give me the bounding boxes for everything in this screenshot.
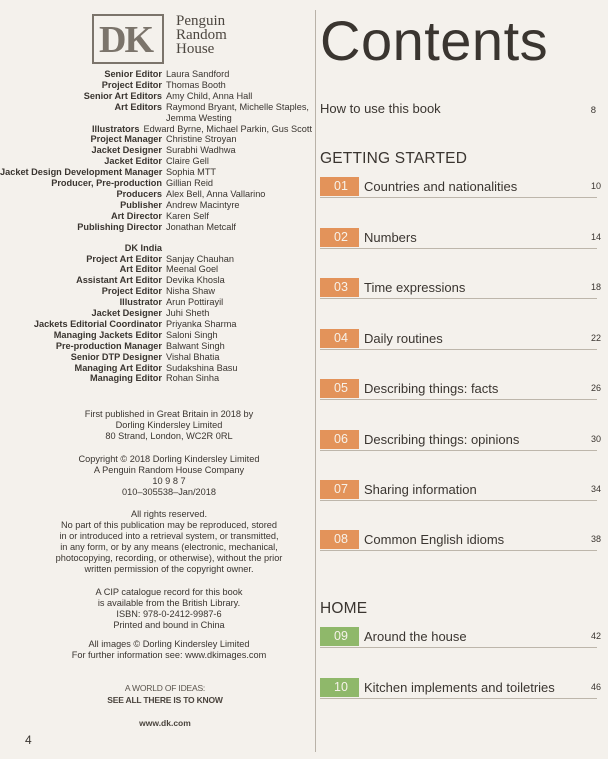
publisher-line: Penguin xyxy=(176,13,226,29)
credit-row xyxy=(0,373,312,384)
credit-name: Arun Pottirayil xyxy=(166,297,224,308)
cip-block xyxy=(44,587,294,631)
credit-role: Producer, Pre-production xyxy=(51,178,162,189)
website-link[interactable]: www.dk.com xyxy=(139,718,191,728)
tagline-line: A WORLD OF IDEAS: xyxy=(124,683,206,693)
contents-entry[interactable] xyxy=(320,177,601,198)
credit-name: Laura Sandford xyxy=(166,69,230,79)
images-block xyxy=(44,639,294,661)
credit-role: Publisher xyxy=(120,199,162,210)
credit-role: Project Art Editor xyxy=(86,253,162,264)
credit-role: Illustrators xyxy=(92,123,140,134)
credit-name: Gillian Reid xyxy=(166,178,213,189)
credit-role: Managing Jackets Editor xyxy=(53,329,162,340)
credit-row xyxy=(0,178,312,189)
dk-india-heading: DK India xyxy=(124,242,162,253)
credit-name: Saloni Singh xyxy=(166,329,218,340)
publication-line: All images © Dorling Kindersley Limited xyxy=(88,639,250,649)
first-published-block xyxy=(44,409,294,442)
copyright-block xyxy=(44,454,294,498)
publication-line: in any form, or by any means (electronic, mechanical, xyxy=(60,541,278,552)
credit-row xyxy=(0,275,312,286)
chapter-page: 46 xyxy=(590,682,601,692)
credits-spacer xyxy=(0,233,312,243)
credit-name: Andrew Macintyre xyxy=(166,199,240,210)
publication-line: 10 9 8 7 xyxy=(152,475,186,486)
credit-name: Sophia MTT xyxy=(166,167,217,178)
publisher-logo xyxy=(92,14,227,64)
contents-column xyxy=(316,0,608,759)
credit-row xyxy=(0,189,312,200)
credit-name: Raymond Bryant, Michelle Staples, xyxy=(166,101,309,112)
publication-line: written permission of the copyright owner. xyxy=(84,563,254,574)
chapter-page: 10 xyxy=(590,181,601,191)
chapter-page: 42 xyxy=(590,631,601,641)
credit-role: Illustrator xyxy=(119,297,162,308)
publication-line: Printed and bound in China xyxy=(113,619,225,630)
publisher-line: House xyxy=(176,41,215,57)
credit-name: Claire Gell xyxy=(166,156,209,167)
credit-role: Senior Editor xyxy=(104,69,162,79)
credit-role: Project Editor xyxy=(101,79,162,90)
chapter-number-tab: 07 xyxy=(320,480,359,499)
chapter-number-tab: 10 xyxy=(320,678,359,697)
credit-row xyxy=(0,341,312,352)
credit-row xyxy=(0,286,312,297)
credit-name: Balwant Singh xyxy=(166,340,225,351)
page-number: 4 xyxy=(25,733,32,747)
section-heading: GETTING STARTED xyxy=(320,150,468,167)
credit-role: Managing Art Editor xyxy=(74,362,162,373)
credit-row xyxy=(0,319,312,330)
tagline-line: SEE ALL THERE IS TO KNOW xyxy=(107,695,223,705)
credit-row xyxy=(0,167,312,178)
credit-name: Meenal Goel xyxy=(166,264,219,275)
credit-role: Art Director xyxy=(110,210,162,221)
contents-entry[interactable] xyxy=(320,627,601,648)
chapter-title: Time expressions xyxy=(364,280,466,295)
chapter-page: 34 xyxy=(590,484,601,494)
credit-name: Juhi Sheth xyxy=(166,308,210,319)
credit-row: Jemma Westing xyxy=(166,112,232,123)
section-heading: HOME xyxy=(320,600,368,617)
publication-line: For further information see: www.dkimages.com xyxy=(71,649,267,660)
credit-role: Project Manager xyxy=(90,134,162,145)
credit-row xyxy=(0,134,312,145)
how-to-entry[interactable] xyxy=(320,101,596,116)
contents-entry[interactable] xyxy=(320,678,601,699)
chapter-title: Daily routines xyxy=(364,331,443,346)
credit-row xyxy=(0,145,312,156)
credit-row xyxy=(0,308,312,319)
credit-name: Karen Self xyxy=(166,210,209,221)
chapter-title: Kitchen implements and toiletries xyxy=(364,680,555,695)
contents-entry[interactable] xyxy=(320,278,601,299)
credit-role: Jacket Editor xyxy=(104,156,162,167)
publication-line: Copyright © 2018 Dorling Kindersley Limited xyxy=(78,454,260,464)
publisher-line: Random xyxy=(176,27,227,43)
contents-entry[interactable] xyxy=(320,329,601,350)
chapter-title: Common English idioms xyxy=(364,532,505,547)
dk-logo-icon xyxy=(92,14,164,64)
chapter-title: Countries and nationalities xyxy=(364,179,518,194)
credit-role: Jacket Designer xyxy=(91,308,162,319)
credit-role: Assistant Art Editor xyxy=(76,275,162,286)
credit-row xyxy=(0,91,312,102)
credit-row xyxy=(0,330,312,341)
page-title: Contents xyxy=(320,9,549,72)
credit-role: Jacket Designer xyxy=(91,145,162,156)
credit-name: Rohan Sinha xyxy=(166,373,220,384)
chapter-title: Describing things: facts xyxy=(364,381,499,396)
chapter-page: 30 xyxy=(590,434,601,444)
chapter-number-tab: 08 xyxy=(320,530,359,549)
chapter-page: 14 xyxy=(590,232,601,242)
publication-line: ISBN: 978-0-2412-9987-6 xyxy=(116,608,222,619)
credit-row xyxy=(0,254,312,265)
credit-name: Jonathan Metcalf xyxy=(166,221,236,232)
credit-role: Senior DTP Designer xyxy=(70,351,162,362)
chapter-page: 38 xyxy=(590,534,601,544)
credit-name: Sudakshina Basu xyxy=(166,362,238,373)
publication-line: is available from the British Library. xyxy=(97,597,241,608)
credit-role: Producers xyxy=(116,188,162,199)
publication-line: No part of this publication may be reproduced, stored xyxy=(60,519,278,530)
credits-list xyxy=(0,69,312,384)
credit-row xyxy=(0,363,312,374)
publication-line: 010–305538–Jan/2018 xyxy=(121,486,216,497)
credit-row xyxy=(0,222,312,233)
penguin-random-house-wordmark xyxy=(176,14,227,56)
credit-name: Vishal Bhatia xyxy=(166,351,220,362)
chapter-page: 18 xyxy=(590,282,601,292)
credit-name: Devika Khosla xyxy=(166,275,225,286)
credit-name: Priyanka Sharma xyxy=(166,318,237,329)
how-to-label: How to use this book xyxy=(320,101,441,116)
chapter-number-tab: 06 xyxy=(320,430,359,449)
credit-role: Art Editor xyxy=(119,264,162,275)
chapter-page: 22 xyxy=(590,333,601,343)
credit-name: Sanjay Chauhan xyxy=(166,253,234,264)
credit-row xyxy=(0,69,312,80)
publication-line: A Penguin Random House Company xyxy=(93,464,245,475)
credit-name: Alex Bell, Anna Vallarino xyxy=(166,188,266,199)
contents-entry[interactable] xyxy=(320,480,601,501)
chapter-number-tab: 04 xyxy=(320,329,359,348)
credit-name: Thomas Booth xyxy=(166,79,226,90)
dk-logo-text: DK xyxy=(99,19,152,61)
credit-row xyxy=(0,156,312,167)
credit-row xyxy=(0,264,312,275)
publication-line: in or introduced into a retrieval system, or transmitted, xyxy=(59,530,279,541)
rights-block xyxy=(44,509,294,574)
credit-role: Project Editor xyxy=(101,286,162,297)
credit-row xyxy=(0,211,312,222)
credit-role: Managing Editor xyxy=(90,373,162,384)
credit-row xyxy=(0,102,312,113)
publication-line: 80 Strand, London, WC2R 0RL xyxy=(105,430,233,441)
credit-role: Jacket Design Development Manager xyxy=(0,167,163,178)
credit-name: Amy Child, Anna Hall xyxy=(166,90,253,101)
chapter-number-tab: 03 xyxy=(320,278,359,297)
credit-row xyxy=(0,200,312,211)
chapter-number-tab: 02 xyxy=(320,228,359,247)
chapter-title: Sharing information xyxy=(364,482,477,497)
chapter-number-tab: 09 xyxy=(320,627,359,646)
credit-name: Nisha Shaw xyxy=(166,286,216,297)
credit-name: Surabhi Wadhwa xyxy=(166,145,236,156)
chapter-title: Describing things: opinions xyxy=(364,432,520,447)
chapter-number-tab: 01 xyxy=(320,177,359,196)
credit-role: Pre-production Manager xyxy=(55,340,162,351)
contents-entry[interactable] xyxy=(320,228,601,249)
chapter-title: Around the house xyxy=(364,629,467,644)
credit-role: Jackets Editorial Coordinator xyxy=(33,318,162,329)
contents-entry[interactable] xyxy=(320,530,601,551)
credit-row xyxy=(0,80,312,91)
credit-row xyxy=(0,352,312,363)
credit-row xyxy=(0,297,312,308)
publication-line: Dorling Kindersley Limited xyxy=(115,419,223,430)
chapter-title: Numbers xyxy=(364,230,417,245)
credit-role: Art Editors xyxy=(114,101,162,112)
tagline xyxy=(95,682,235,706)
credit-role: Publishing Director xyxy=(77,221,162,232)
credit-row xyxy=(0,124,312,135)
credit-name: Christine Stroyan xyxy=(166,134,237,145)
credit-role: Senior Art Editors xyxy=(83,90,162,101)
contents-entry[interactable] xyxy=(320,430,601,451)
chapter-number-tab: 05 xyxy=(320,379,359,398)
credit-name: Edward Byrne, Michael Parkin, Gus Scott xyxy=(143,123,312,134)
publication-line: All rights reserved. xyxy=(130,509,208,519)
contents-entry[interactable] xyxy=(320,379,601,400)
publication-line: photocopying, recording, or otherwise), without the prior xyxy=(55,552,283,563)
how-to-page: 8 xyxy=(590,105,596,116)
chapter-page: 26 xyxy=(590,383,601,393)
publication-line: First published in Great Britain in 2018 by xyxy=(84,409,254,419)
publication-line: A CIP catalogue record for this book xyxy=(95,587,243,597)
